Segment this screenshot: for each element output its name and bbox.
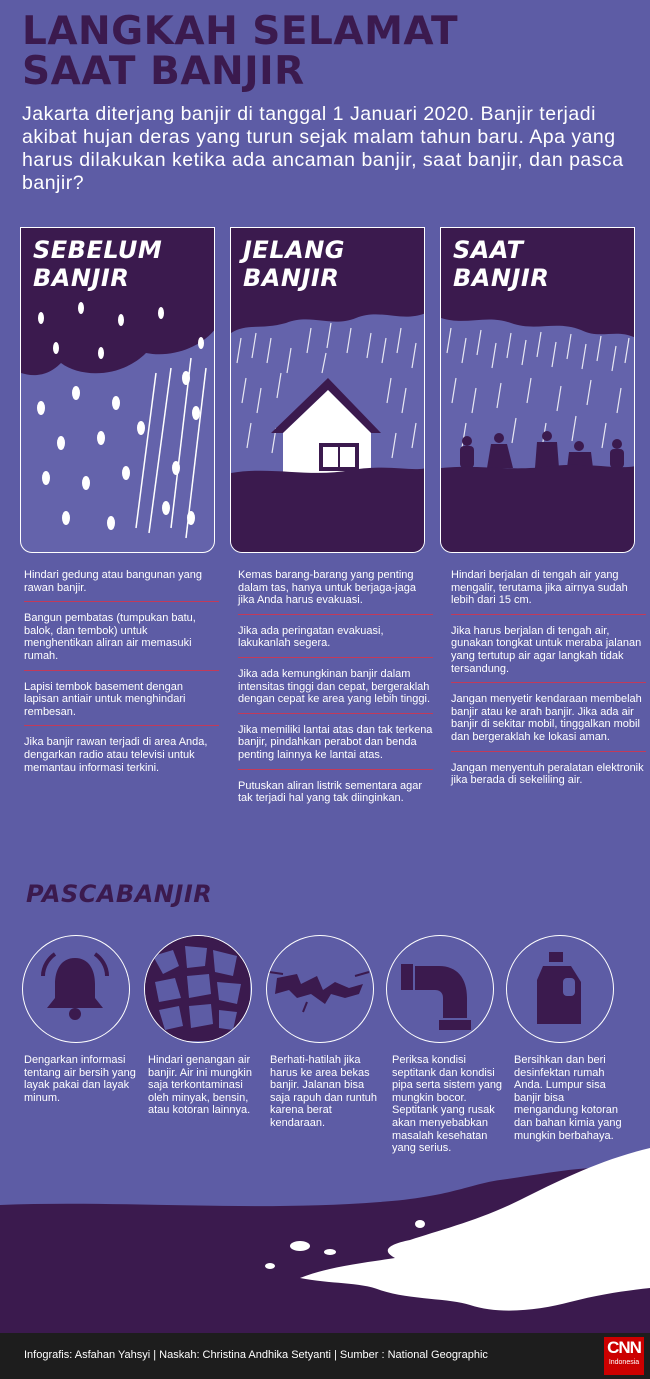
cnn-logo-text: CNN <box>607 1338 641 1357</box>
panel-sebelum-banjir <box>20 227 215 553</box>
pasca-item-text: Berhati-hatilah jika harus ke area bekas banjir. Jalanan bisa saja rapuh dan runtuh karena berat kendaraan. <box>270 1054 378 1129</box>
tip-item: Kemas barang-barang yang penting dalam tas, hanya untuk berjaga-jaga jika Anda harus evakuasi. <box>238 565 433 615</box>
panel-title-line1: SAAT <box>453 236 524 264</box>
panel-title-line2: BANJIR <box>33 264 130 292</box>
tip-item: Jika ada peringatan evakuasi, lakukanlah segera. <box>238 621 433 658</box>
tip-item: Hindari gedung atau bangunan yang rawan banjir. <box>24 565 219 602</box>
page-title-line1: LANGKAH SELAMAT <box>22 9 459 54</box>
tip-item: Jika banjir rawan terjadi di area Anda, dengarkan radio atau televisi untuk memantau informasi terkini. <box>24 736 208 774</box>
pasca-title: PASCABANJIR <box>26 880 213 908</box>
cnn-logo-subtext: Indonesia <box>608 1359 640 1366</box>
tip-item: Jika memiliki lantai atas dan tak terkena banjir, pindahkan perabot dan benda penting lainnya ke lantai atas. <box>238 720 433 770</box>
tips-sebelum-banjir <box>24 565 219 787</box>
intro-text: Jakarta diterjang banjir di tanggal 1 Januari 2020. Banjir terjadi akibat hujan deras yang turun sejak malam tahun baru. Apa yang harus dilakukan ketika ada ancaman banjir, saat banjir, dan pasca banjir? <box>22 103 624 194</box>
tip-item: Putuskan aliran listrik sementara agar tak terjadi hal yang tak diinginkan. <box>238 779 423 805</box>
bell-icon <box>22 935 130 1043</box>
pasca-item-text: Dengarkan informasi tentang air bersih yang layak pakai dan layak minum. <box>24 1054 136 1104</box>
cracked-ground-icon <box>266 935 374 1043</box>
tip-item: Jangan menyentuh peralatan elektronik jika berada di sekeliling air. <box>451 761 644 787</box>
panel-title-line2: BANJIR <box>453 264 550 292</box>
panel-title-line1: SEBELUM <box>33 236 163 264</box>
tip-item: Jika harus berjalan di tengah air, gunakan tongkat untuk meraba jalanan yang tertutup air agar langkah tidak tersandung. <box>451 621 646 683</box>
panel-title <box>453 236 549 292</box>
flood-wave-illustration <box>0 1140 650 1335</box>
panel-saat-banjir <box>440 227 635 553</box>
panel-title-line2: BANJIR <box>243 264 340 292</box>
tip-item: Bangun pembatas (tumpukan batu, balok, dan tembok) untuk menghentikan aliran air memasuki rumah. <box>24 608 219 670</box>
tip-item: Hindari berjalan di tengah air yang mengalir, terutama jika airnya sudah lebih dari 15 cm. <box>451 565 646 615</box>
pasca-item-text: Hindari genangan air banjir. Air ini mungkin saja terkontaminasi oleh minyak, bensin, atau kotoran lainnya. <box>148 1054 252 1117</box>
page-title-line2: SAAT BANJIR <box>22 49 305 94</box>
tip-item: Lapisi tembok basement dengan lapisan antiair untuk menghindari rembesan. <box>24 677 219 727</box>
tips-saat-banjir <box>451 565 646 800</box>
page-title <box>22 9 459 94</box>
panel-jelang-banjir <box>230 227 425 553</box>
cnn-logo <box>604 1337 644 1375</box>
panel-title-line1: JELANG <box>243 236 345 264</box>
footer <box>0 1333 650 1379</box>
credits-text: Infografis: Asfahan Yahsyi | Naskah: Christina Andhika Setyanti | Sumber : National Geographic <box>24 1349 488 1361</box>
tips-jelang-banjir <box>238 565 433 818</box>
pasca-item-text: Bersihkan dan beri desinfektan rumah Anda. Lumpur sisa banjir bisa mengandung kotoran dan bahan kimia yang mungkin berbahaya. <box>514 1054 622 1142</box>
tip-item: Jangan menyetir kendaraan membelah banjir atau ke arah banjir. Jika ada air banjir di sekitar mobil, tinggalkan mobil dan bergeraklah ke lokasi aman. <box>451 689 646 751</box>
cracked-mud-icon <box>144 935 252 1043</box>
panel-title <box>33 236 162 292</box>
pasca-item-text: Periksa kondisi septitank dan kondisi pipa serta sistem yang mungkin bocor. Septitank yang rusak akan menyebabkan masalah kesehatan yang serius. <box>392 1054 503 1155</box>
pipe-icon <box>386 935 494 1043</box>
tip-item: Jika ada kemungkinan banjir dalam intensitas tinggi dan cepat, bergeraklah dengan cepat ke area yang lebih tinggi. <box>238 664 433 714</box>
disinfectant-bottle-icon <box>506 935 614 1043</box>
panel-title <box>243 236 345 292</box>
